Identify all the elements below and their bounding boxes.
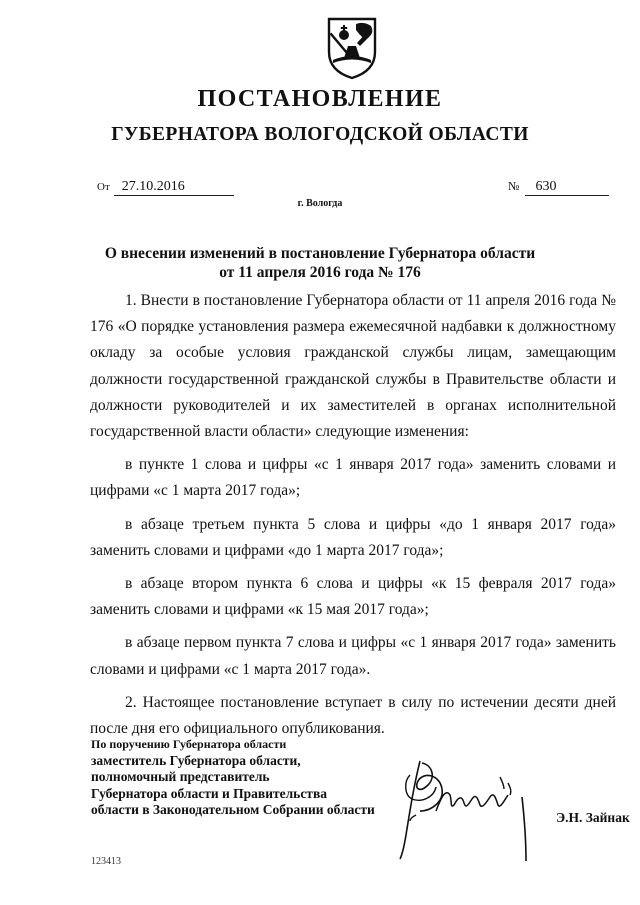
paragraph-4: в абзаце втором пункта 6 слова и цифры «к 15 февраля 2017 года» заменить словами и цифрами «к 15 мая 2017 года»; [90,575,616,619]
paragraph-2: в пункте 1 слова и цифры «с 1 января 2017 года» заменить словами и цифрами «с 1 марта 2017 года»; [90,456,616,500]
signatory-line-2: полномочный представитель [91,769,270,784]
document-subtitle: ГУБЕРНАТОРА ВОЛОГОДСКОЙ ОБЛАСТИ [111,124,529,145]
paragraph-5: в абзаце первом пункта 7 слова и цифры «с 1 января 2017 года» заменить словами и цифрами «с 1 марта 2017 года». [90,634,616,678]
number-value: 630 [525,179,609,196]
paragraph-3: в абзаце третьем пункта 5 слова и цифры «до 1 января 2017 года» заменить словами и цифрами «до 1 марта 2017 года»; [90,515,616,559]
date-value: 27.10.2016 [114,179,234,196]
signatory-line-4: области в Законодательном Собрании области [91,802,375,817]
signer-name: Э.Н. Зайнак [556,810,630,825]
paragraph-6: 2. Настоящее постановление вступает в силу по истечении десяти дней после дня его официального опубликования. [90,693,616,738]
city-label: г. Вологда [297,198,343,209]
document-title: ПОСТАНОВЛЕНИЕ [197,86,443,112]
signatory-line-0: По поручению Губернатора области [91,737,287,751]
handwritten-signature [392,755,530,865]
signatory-line-3: Губернатора области и Правительства [91,785,327,801]
heading-line-1: О внесении изменений в постановление Губернатора области [104,245,536,262]
signatory-position [91,736,375,819]
document-heading [0,244,640,282]
number-label: № [508,179,520,193]
date-label: От [97,181,110,193]
document-registration-number: 123413 [91,856,121,867]
signatory-line-1: заместитель Губернатора области, [91,752,301,768]
date-field [97,179,234,196]
coat-of-arms-emblem [326,16,378,80]
document-body [90,288,616,742]
number-field [508,179,609,196]
paragraph-1: 1. Внести в постановление Губернатора области от 11 апреля 2016 года № 176 «О порядке установления размера ежемесячной надбавки к должностному окладу за особые условия гражданской службы лицам, замещающим должности государственной гражданской службы в Правительстве области и должности руководителей и их заместителей в органах исполнительной государственной власти области» следующие изменения: [90,292,616,441]
heading-line-2: от 11 апреля 2016 года № 176 [219,264,421,281]
